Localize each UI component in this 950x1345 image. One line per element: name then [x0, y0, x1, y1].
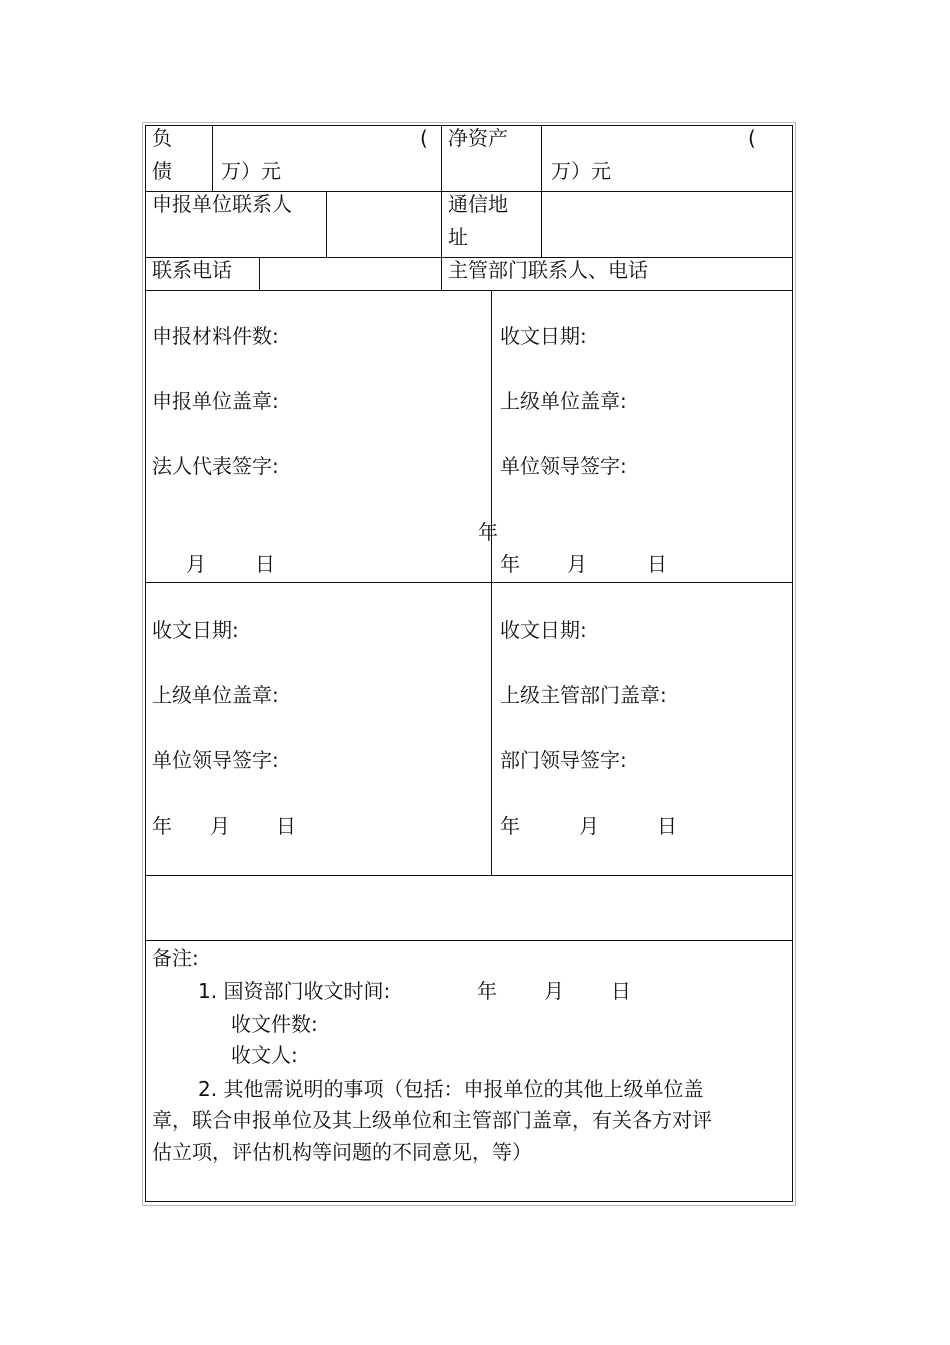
remarks-item2-line2: 章，联合申报单位及其上级单位和主管部门盖章，有关各方对评 [152, 1108, 712, 1132]
row-line [145, 290, 793, 291]
contact-person-field[interactable] [328, 193, 440, 256]
receive-date-label: 收文日期: [152, 618, 239, 642]
date-year: 年 [478, 520, 498, 544]
superior-seal-label: 上级单位盖章: [500, 389, 627, 413]
date-year: 年 [500, 552, 520, 576]
unit-seal-label: 申报单位盖章: [152, 389, 279, 413]
liabilities-label: 债 [152, 159, 172, 183]
contact-person-label: 申报单位联系人 [152, 192, 292, 216]
superior-dept-seal-label: 上级主管部门盖章: [500, 683, 667, 707]
row-line [145, 875, 793, 876]
date-year: 年 [152, 814, 172, 838]
date-month: 月 [579, 814, 599, 838]
phone-field[interactable] [261, 259, 440, 289]
col-line [259, 257, 260, 290]
supervisor-contact-label: 主管部门联系人、电话 [448, 258, 648, 282]
col-line [326, 191, 327, 257]
row-line [145, 582, 793, 583]
date-day: 日 [255, 552, 275, 576]
remarks-file-count: 收文件数: [231, 1012, 318, 1036]
blank-row[interactable] [147, 877, 791, 939]
net-assets-unit: 万）元 [551, 159, 611, 183]
receive-date-label: 收文日期: [500, 618, 587, 642]
net-assets-value-field[interactable]: ( [748, 126, 756, 150]
legal-rep-sign-label: 法人代表签字: [152, 454, 279, 478]
remarks-title: 备注: [152, 946, 199, 970]
leader-sign-label: 单位领导签字: [500, 454, 627, 478]
date-day: 日 [276, 814, 296, 838]
date-month: 月 [186, 552, 206, 576]
liabilities-label: 负 [152, 126, 172, 150]
superior-seal-label: 上级单位盖章: [152, 683, 279, 707]
address-field[interactable] [543, 193, 791, 256]
table-border-right [792, 125, 793, 1202]
date-day: 日 [647, 552, 667, 576]
date-year: 年 [500, 814, 520, 838]
remarks-item1-day: 日 [611, 979, 631, 1003]
col-line [441, 125, 442, 290]
remarks-item2-line3: 估立项，评估机构等问题的不同意见，等） [152, 1140, 532, 1164]
remarks-item1: 1. 国资部门收文时间: [198, 979, 391, 1003]
receive-date-label: 收文日期: [500, 324, 587, 348]
leader-sign-label: 单位领导签字: [152, 748, 279, 772]
liabilities-value-field[interactable]: ( [420, 126, 428, 150]
date-month: 月 [567, 552, 587, 576]
date-day: 日 [657, 814, 677, 838]
address-label: 址 [448, 225, 468, 249]
table-border-left [145, 125, 146, 1202]
remarks-item2-line1: 2. 其他需说明的事项（包括：申报单位的其他上级单位盖 [198, 1077, 704, 1101]
remarks-item1-year: 年 [477, 979, 497, 1003]
row-line [145, 940, 793, 941]
remarks-receiver: 收文人: [231, 1043, 298, 1067]
liabilities-unit: 万）元 [221, 159, 281, 183]
material-count-label: 申报材料件数: [152, 324, 279, 348]
address-label: 通信地 [448, 192, 508, 216]
col-line [491, 290, 492, 875]
dept-sign-label: 部门领导签字: [500, 748, 627, 772]
date-month: 月 [210, 814, 230, 838]
remarks-item1-month: 月 [544, 979, 564, 1003]
col-line [541, 125, 542, 257]
col-line [212, 125, 213, 191]
net-assets-label: 净资产 [448, 126, 508, 150]
phone-label: 联系电话 [152, 258, 232, 282]
table-border-bottom [145, 1201, 793, 1202]
